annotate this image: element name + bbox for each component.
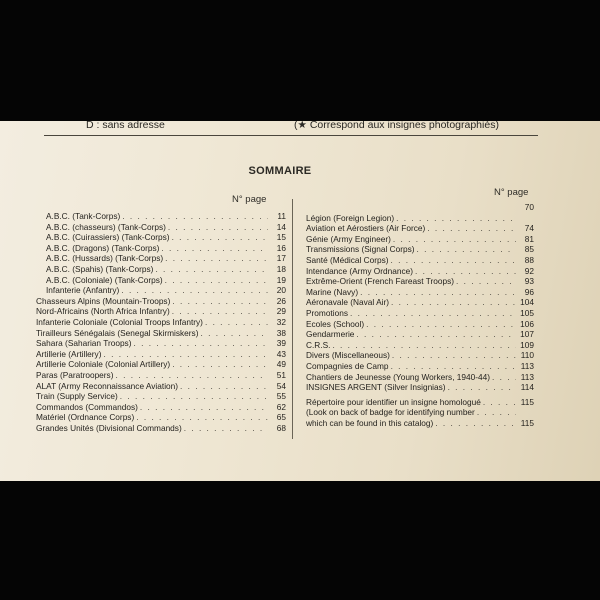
dot-leader	[172, 296, 268, 306]
toc-entry-label: Artillerie Coloniale (Colonial Artillery)	[36, 359, 171, 370]
toc-entry	[306, 266, 534, 277]
toc-entry-page: 51	[276, 369, 286, 380]
dot-leader	[133, 338, 268, 348]
toc-entry	[36, 306, 286, 317]
toc-entry-label: Grandes Unités (Divisional Commands)	[36, 422, 182, 433]
header-left-text: D : sans adresse	[86, 121, 165, 131]
toc-entry-page: 104	[520, 297, 534, 308]
toc-entry-label: A.B.C. (Hussards) (Tank-Corps)	[46, 253, 164, 264]
dot-leader	[391, 255, 516, 265]
toc-entry-label: Infanterie (Anfantry)	[46, 285, 120, 296]
toc-entry-label: Chantiers de Jeunesse (Young Workers, 1940-44)	[306, 371, 491, 382]
toc-entry	[306, 418, 534, 429]
dot-leader	[332, 340, 516, 350]
dot-leader	[415, 266, 516, 276]
dot-leader	[356, 329, 516, 339]
toc-entry-page: 68	[276, 422, 286, 433]
dot-leader	[448, 382, 516, 392]
toc-entry-label: C.R.S.	[306, 339, 331, 350]
toc-entry	[306, 407, 534, 418]
toc-entry-page: 114	[520, 382, 534, 393]
dot-leader	[200, 328, 268, 338]
toc-entry-label: Répertoire pour identifier un insigne homologué	[306, 396, 481, 407]
toc-entry	[36, 412, 286, 423]
toc-entry-page: 110	[520, 350, 534, 361]
toc-entry	[36, 338, 286, 349]
dot-leader	[172, 359, 268, 369]
toc-entry-page: 113	[520, 371, 534, 382]
header-right-text: (★ Correspond aux insignes photographiés)	[294, 121, 499, 131]
toc-entry-label: A.B.C. (Tank-Corps)	[46, 211, 121, 221]
toc-entry-page: 115	[520, 417, 534, 428]
toc-entry	[36, 243, 286, 254]
toc-entry	[306, 397, 534, 408]
page-title: SOMMAIRE	[248, 165, 312, 177]
dot-leader	[165, 275, 268, 285]
toc-entry	[306, 255, 534, 266]
toc-entry-label: A.B.C. (Dragons) (Tank-Corps)	[46, 242, 160, 253]
toc-entry-page: 62	[276, 401, 286, 412]
toc-entry	[306, 329, 534, 340]
toc-entry-page: 109	[520, 339, 534, 350]
toc-entry-page: 15	[276, 232, 286, 243]
dot-leader	[477, 407, 516, 417]
toc-entry-label: Transmissions (Signal Corps)	[306, 244, 415, 255]
toc-entry	[36, 275, 286, 286]
toc-entry-page: 26	[276, 295, 286, 306]
toc-entry-page: 16	[276, 242, 286, 253]
toc-entry-page: 88	[524, 254, 534, 265]
toc-entry-label: Divers (Miscellaneous)	[306, 350, 390, 361]
dot-leader	[120, 391, 268, 401]
toc-entry-label: (Look on back of badge for identifying number	[306, 407, 475, 418]
dot-leader	[366, 319, 516, 329]
toc-entry	[36, 423, 286, 434]
toc-entry-label: Intendance (Army Ordnance)	[306, 265, 413, 276]
dot-leader	[360, 287, 516, 297]
dot-leader	[103, 349, 268, 359]
toc-entry-page: 55	[276, 391, 286, 402]
toc-entry-page: 93	[524, 276, 534, 287]
toc-entry-label: ALAT (Army Reconnaissance Aviation)	[36, 380, 179, 391]
toc-entry-page: 54	[276, 380, 286, 391]
dot-leader	[121, 285, 268, 295]
toc-entry-page: 70	[524, 202, 534, 212]
toc-entry-page: 32	[276, 316, 286, 327]
dot-leader	[391, 297, 516, 307]
page-number-heading-left: N° page	[232, 194, 267, 205]
dot-leader	[168, 222, 268, 232]
dot-leader	[435, 418, 516, 428]
toc-entry-label: Légion (Foreign Legion)	[306, 212, 395, 223]
toc-entry-label: Aviation et Aérostiers (Air Force)	[306, 223, 426, 234]
toc-entry	[36, 402, 286, 413]
toc-entry	[36, 285, 286, 296]
toc-entry-label: Marine (Navy)	[306, 286, 359, 297]
toc-entry	[306, 350, 534, 361]
toc-entry-label: Sahara (Saharian Troops)	[36, 338, 132, 349]
toc-entry	[306, 297, 534, 308]
toc-entry	[36, 211, 286, 222]
dot-leader	[396, 213, 516, 223]
dot-leader	[427, 223, 516, 233]
toc-entry	[306, 287, 534, 298]
toc-entry	[306, 234, 534, 245]
dot-leader	[161, 243, 268, 253]
toc-entry	[306, 382, 534, 393]
toc-entry-label: Compagnies de Camp	[306, 360, 389, 371]
toc-entry	[306, 319, 534, 330]
dot-leader	[391, 361, 516, 371]
toc-entry-page: 39	[276, 338, 286, 349]
dot-leader	[140, 402, 268, 412]
toc-entry	[306, 372, 534, 383]
toc-entry-page: 81	[524, 233, 534, 244]
toc-entry-label: Chasseurs Alpins (Mountain-Troops)	[36, 295, 171, 306]
toc-entry-page: 105	[520, 307, 534, 318]
toc-entry-label: Commandos (Commandos)	[36, 401, 138, 412]
toc-entry-label: Aéronavale (Naval Air)	[306, 297, 390, 308]
dot-leader	[115, 370, 268, 380]
dot-leader	[172, 232, 268, 242]
dot-leader	[180, 381, 268, 391]
toc-entry-page: 14	[276, 221, 286, 232]
toc-entry-page: 19	[276, 274, 286, 285]
toc-entry-label: A.B.C. (Spahis) (Tank-Corps)	[46, 263, 154, 274]
toc-entry-label: Matériel (Ordnance Corps)	[36, 412, 135, 423]
dot-leader	[205, 317, 268, 327]
toc-entry-label: Paras (Paratroopers)	[36, 369, 114, 380]
toc-entry	[36, 391, 286, 402]
header-rule	[44, 135, 538, 136]
toc-entry-page: 74	[524, 223, 534, 234]
dot-leader	[136, 412, 268, 422]
page-number-heading-right: N° page	[494, 187, 529, 198]
toc-entry	[306, 340, 534, 351]
toc-entry-page: 96	[524, 286, 534, 297]
toc-entry-label: Promotions	[306, 307, 348, 318]
toc-entry-label: A.B.C. (Cuirassiers) (Tank-Corps)	[46, 232, 170, 243]
toc-right-column	[306, 202, 534, 428]
toc-entry	[306, 308, 534, 319]
toc-entry	[36, 370, 286, 381]
toc-entry	[36, 359, 286, 370]
toc-entry	[306, 223, 534, 234]
toc-entry-label: Infanterie Coloniale (Colonial Troops Infantry)	[36, 316, 203, 327]
dot-leader	[155, 264, 268, 274]
toc-entry-page: 113	[520, 360, 534, 371]
dot-leader	[456, 276, 516, 286]
toc-entry-page: 115	[520, 396, 534, 407]
toc-entry-label: Santé (Médical Corps)	[306, 254, 389, 265]
toc-entry-page: 92	[524, 265, 534, 276]
toc-entry-label: Ecoles (School)	[306, 318, 365, 329]
dot-leader	[184, 423, 268, 433]
toc-entry-page: 85	[524, 244, 534, 255]
toc-entry	[36, 317, 286, 328]
toc-entry-label: A.B.C. (Coloniale) (Tank-Corps)	[46, 274, 163, 285]
toc-entry	[306, 213, 534, 224]
toc-entry	[306, 202, 534, 213]
dot-leader	[393, 234, 516, 244]
toc-entry-label: Artillerie (Artillery)	[36, 348, 102, 359]
book-page	[0, 121, 600, 481]
dot-leader	[483, 397, 516, 407]
toc-entry-label: Nord-Africains (North Africa Infantry)	[36, 306, 170, 317]
dot-leader	[392, 350, 516, 360]
toc-entry-label: Gendarmerie	[306, 329, 355, 340]
toc-entry-page: 49	[276, 359, 286, 370]
toc-entry	[36, 253, 286, 264]
toc-entry-page: 107	[520, 329, 534, 340]
toc-entry-page: 43	[276, 348, 286, 359]
toc-entry-page: 11	[277, 211, 286, 221]
dot-leader	[350, 308, 516, 318]
toc-entry	[36, 222, 286, 233]
toc-entry	[36, 328, 286, 339]
toc-entry-page: 29	[276, 306, 286, 317]
dot-leader	[417, 244, 516, 254]
toc-entry-label: which can be found in this catalog)	[306, 417, 434, 428]
toc-entry-label: Train (Supply Service)	[36, 391, 118, 402]
column-divider	[292, 199, 293, 439]
toc-entry-page: 20	[276, 285, 286, 296]
toc-entry-label: Génie (Army Engineer)	[306, 233, 391, 244]
toc-entry	[306, 276, 534, 287]
dot-leader	[122, 211, 268, 221]
toc-entry	[36, 349, 286, 360]
toc-entry-page: 17	[276, 253, 286, 264]
toc-entry	[36, 296, 286, 307]
dot-leader	[492, 372, 516, 382]
dot-leader	[165, 253, 268, 263]
toc-entry	[306, 244, 534, 255]
toc-entry-page: 18	[276, 263, 286, 274]
toc-entry-label: Extrême-Orient (French Fareast Troops)	[306, 276, 455, 287]
toc-entry-label: A.B.C. (chasseurs) (Tank-Corps)	[46, 221, 166, 232]
toc-entry-label: INSIGNES ARGENT (Silver Insignias)	[306, 382, 446, 393]
toc-entry-page: 38	[276, 327, 286, 338]
dot-leader	[172, 306, 268, 316]
toc-entry	[36, 232, 286, 243]
toc-entry-label: Tirailleurs Sénégalais (Senegal Skirmiskers)	[36, 327, 199, 338]
toc-entry	[306, 361, 534, 372]
toc-entry-page: 65	[276, 412, 286, 423]
toc-entry	[36, 381, 286, 392]
toc-entry	[36, 264, 286, 275]
toc-left-column	[36, 211, 286, 433]
toc-entry-page: 106	[520, 318, 534, 329]
